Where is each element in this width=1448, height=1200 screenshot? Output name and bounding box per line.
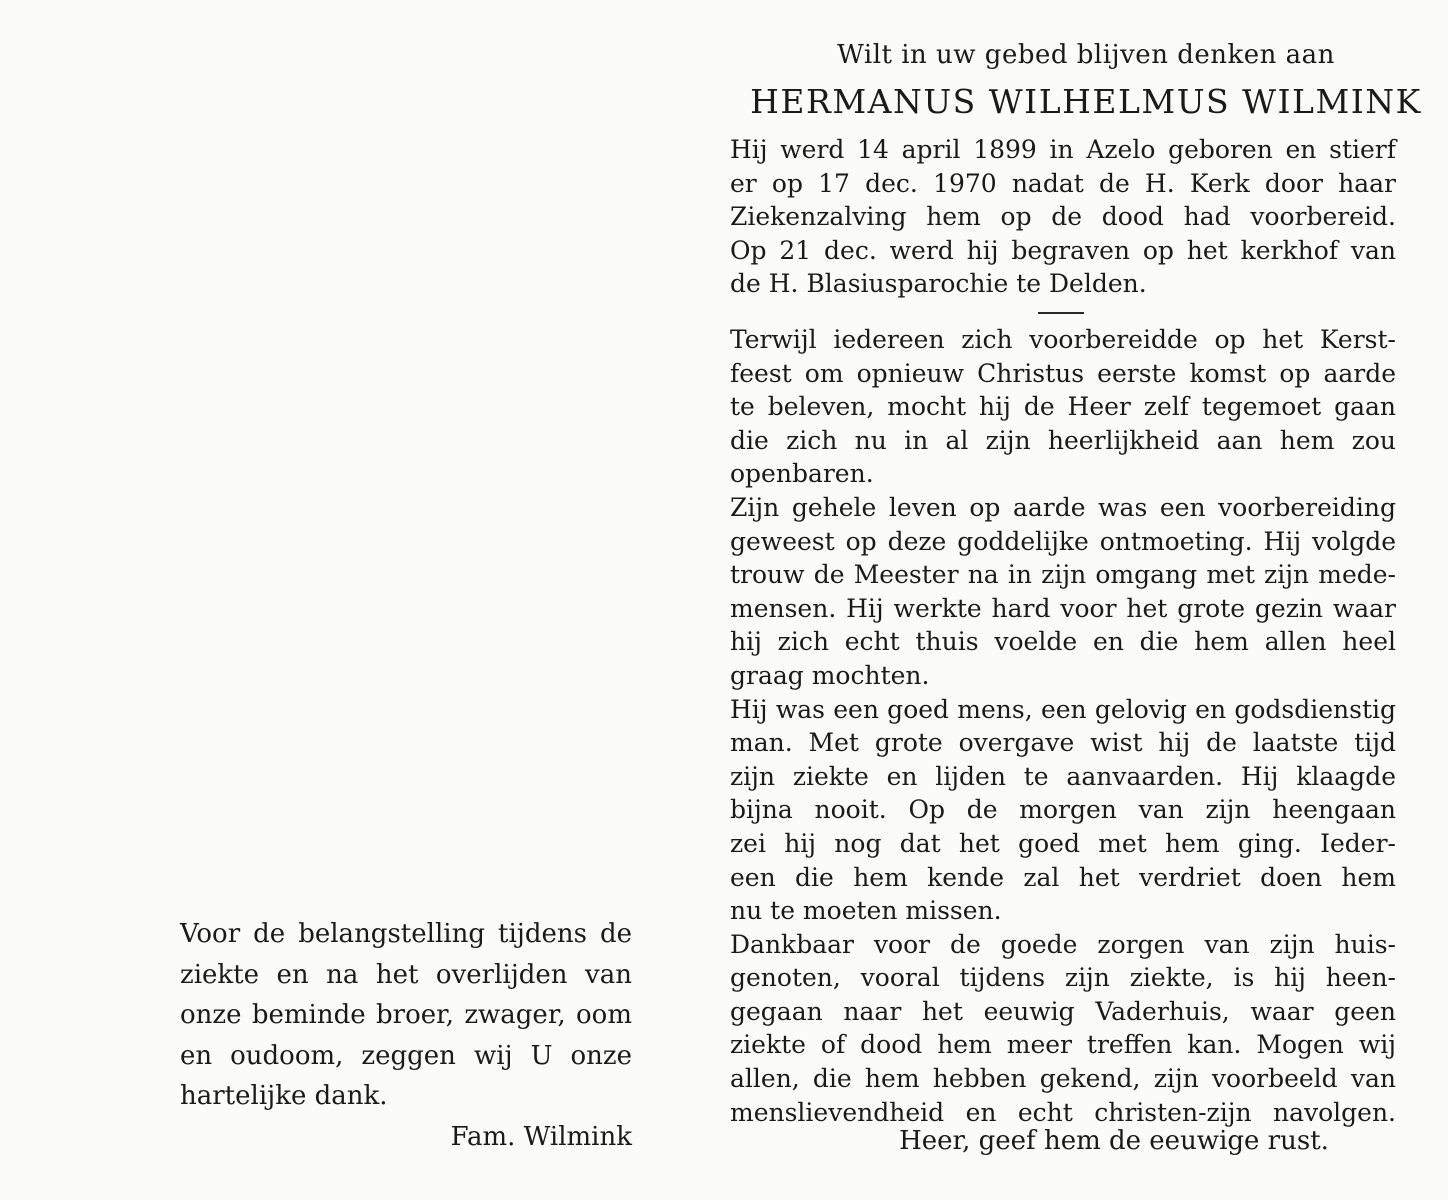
eulogy-line: menslievendheid en echt christen-zijn navolgen. [730, 1097, 1396, 1127]
bio-line: Hij werd 14 april 1899 in Azelo geboren en stierf [730, 135, 1396, 164]
eulogy-line: te beleven, mocht hij de Heer zelf tegemoet gaan [730, 392, 1396, 422]
eulogy-line: bijna nooit. Op de morgen van zijn heengaan [730, 795, 1396, 825]
thanks-paragraph [180, 914, 632, 1117]
thanks-line: onze beminde broer, zwager, oom [180, 1000, 632, 1030]
eulogy-line: trouw de Meester na in zijn omgang met zijn mede- [730, 560, 1396, 590]
biography-paragraph [730, 133, 1396, 301]
bio-line: Ziekenzalving hem op de dood had voorbereid. [730, 202, 1396, 231]
eulogy-line: man. Met grote overgave wist hij de laatste tijd [730, 728, 1396, 758]
thanks-line: en oudoom, zeggen wij U onze [180, 1040, 632, 1071]
eulogy-line: openbaren. [730, 459, 874, 489]
bio-line: er op 17 dec. 1970 nadat de H. Kerk door haar [730, 168, 1396, 198]
eulogy-line: een die hem kende zal het verdriet doen hem [730, 862, 1396, 892]
eulogy-line: genoten, vooral tijdens zijn ziekte, is hij heen- [730, 963, 1396, 993]
right-panel [724, 0, 1448, 1200]
thanks-line: ziekte en na het overlijden van [180, 959, 632, 990]
thanks-line: hartelijke dank. [180, 1081, 388, 1111]
eulogy-line: geweest op deze goddelijke ontmoeting. Hij volgde [730, 526, 1396, 556]
eulogy-line: zijn ziekte en lijden te aanvaarden. Hij klaagde [730, 761, 1396, 791]
eulogy-line: mensen. Hij werkte hard voor het grote gezin waar [730, 593, 1396, 623]
bio-line: Op 21 dec. werd hij begraven op het kerkhof van [730, 235, 1396, 265]
prayer-intro: Wilt in uw gebed blijven denken aan [837, 40, 1335, 70]
eulogy-line: Terwijl iedereen zich voorbereidde op het Kerst- [730, 325, 1396, 354]
thanks-line: Voor de belangstelling tijdens de [180, 919, 632, 949]
section-divider [1038, 312, 1084, 314]
family-signature: Fam. Wilmink [450, 1122, 632, 1152]
eulogy-line: nu te moeten missen. [730, 896, 1002, 926]
eulogy-line: Dankbaar voor de goede zorgen van zijn huis- [730, 929, 1396, 959]
bio-line: de H. Blasiusparochie te Delden. [730, 269, 1147, 298]
eulogy-text [730, 323, 1396, 1129]
eulogy-line: allen, die hem hebben gekend, zijn voorbeeld van [730, 1064, 1396, 1094]
eulogy-line: Hij was een goed mens, een gelovig en godsdienstig [730, 694, 1396, 724]
eulogy-line: zei hij nog dat het goed met hem ging. Ieder- [730, 828, 1396, 858]
eulogy-line: feest om opnieuw Christus eerste komst op aarde [730, 358, 1396, 388]
closing-prayer: Heer, geef hem de eeuwige rust. [899, 1126, 1329, 1156]
eulogy-line: gegaan naar het eeuwig Vaderhuis, waar geen [730, 996, 1396, 1026]
eulogy-line: ziekte of dood hem meer treffen kan. Mogen wij [730, 1030, 1396, 1060]
eulogy-line: graag mochten. [730, 660, 930, 690]
eulogy-line: die zich nu in al zijn heerlijkheid aan hem zou [730, 425, 1396, 455]
eulogy-line: hij zich echt thuis voelde en die hem allen heel [730, 627, 1396, 657]
eulogy-line: Zijn gehele leven op aarde was een voorbereiding [730, 492, 1396, 522]
deceased-name: HERMANUS WILHELMUS WILMINK [750, 82, 1422, 121]
